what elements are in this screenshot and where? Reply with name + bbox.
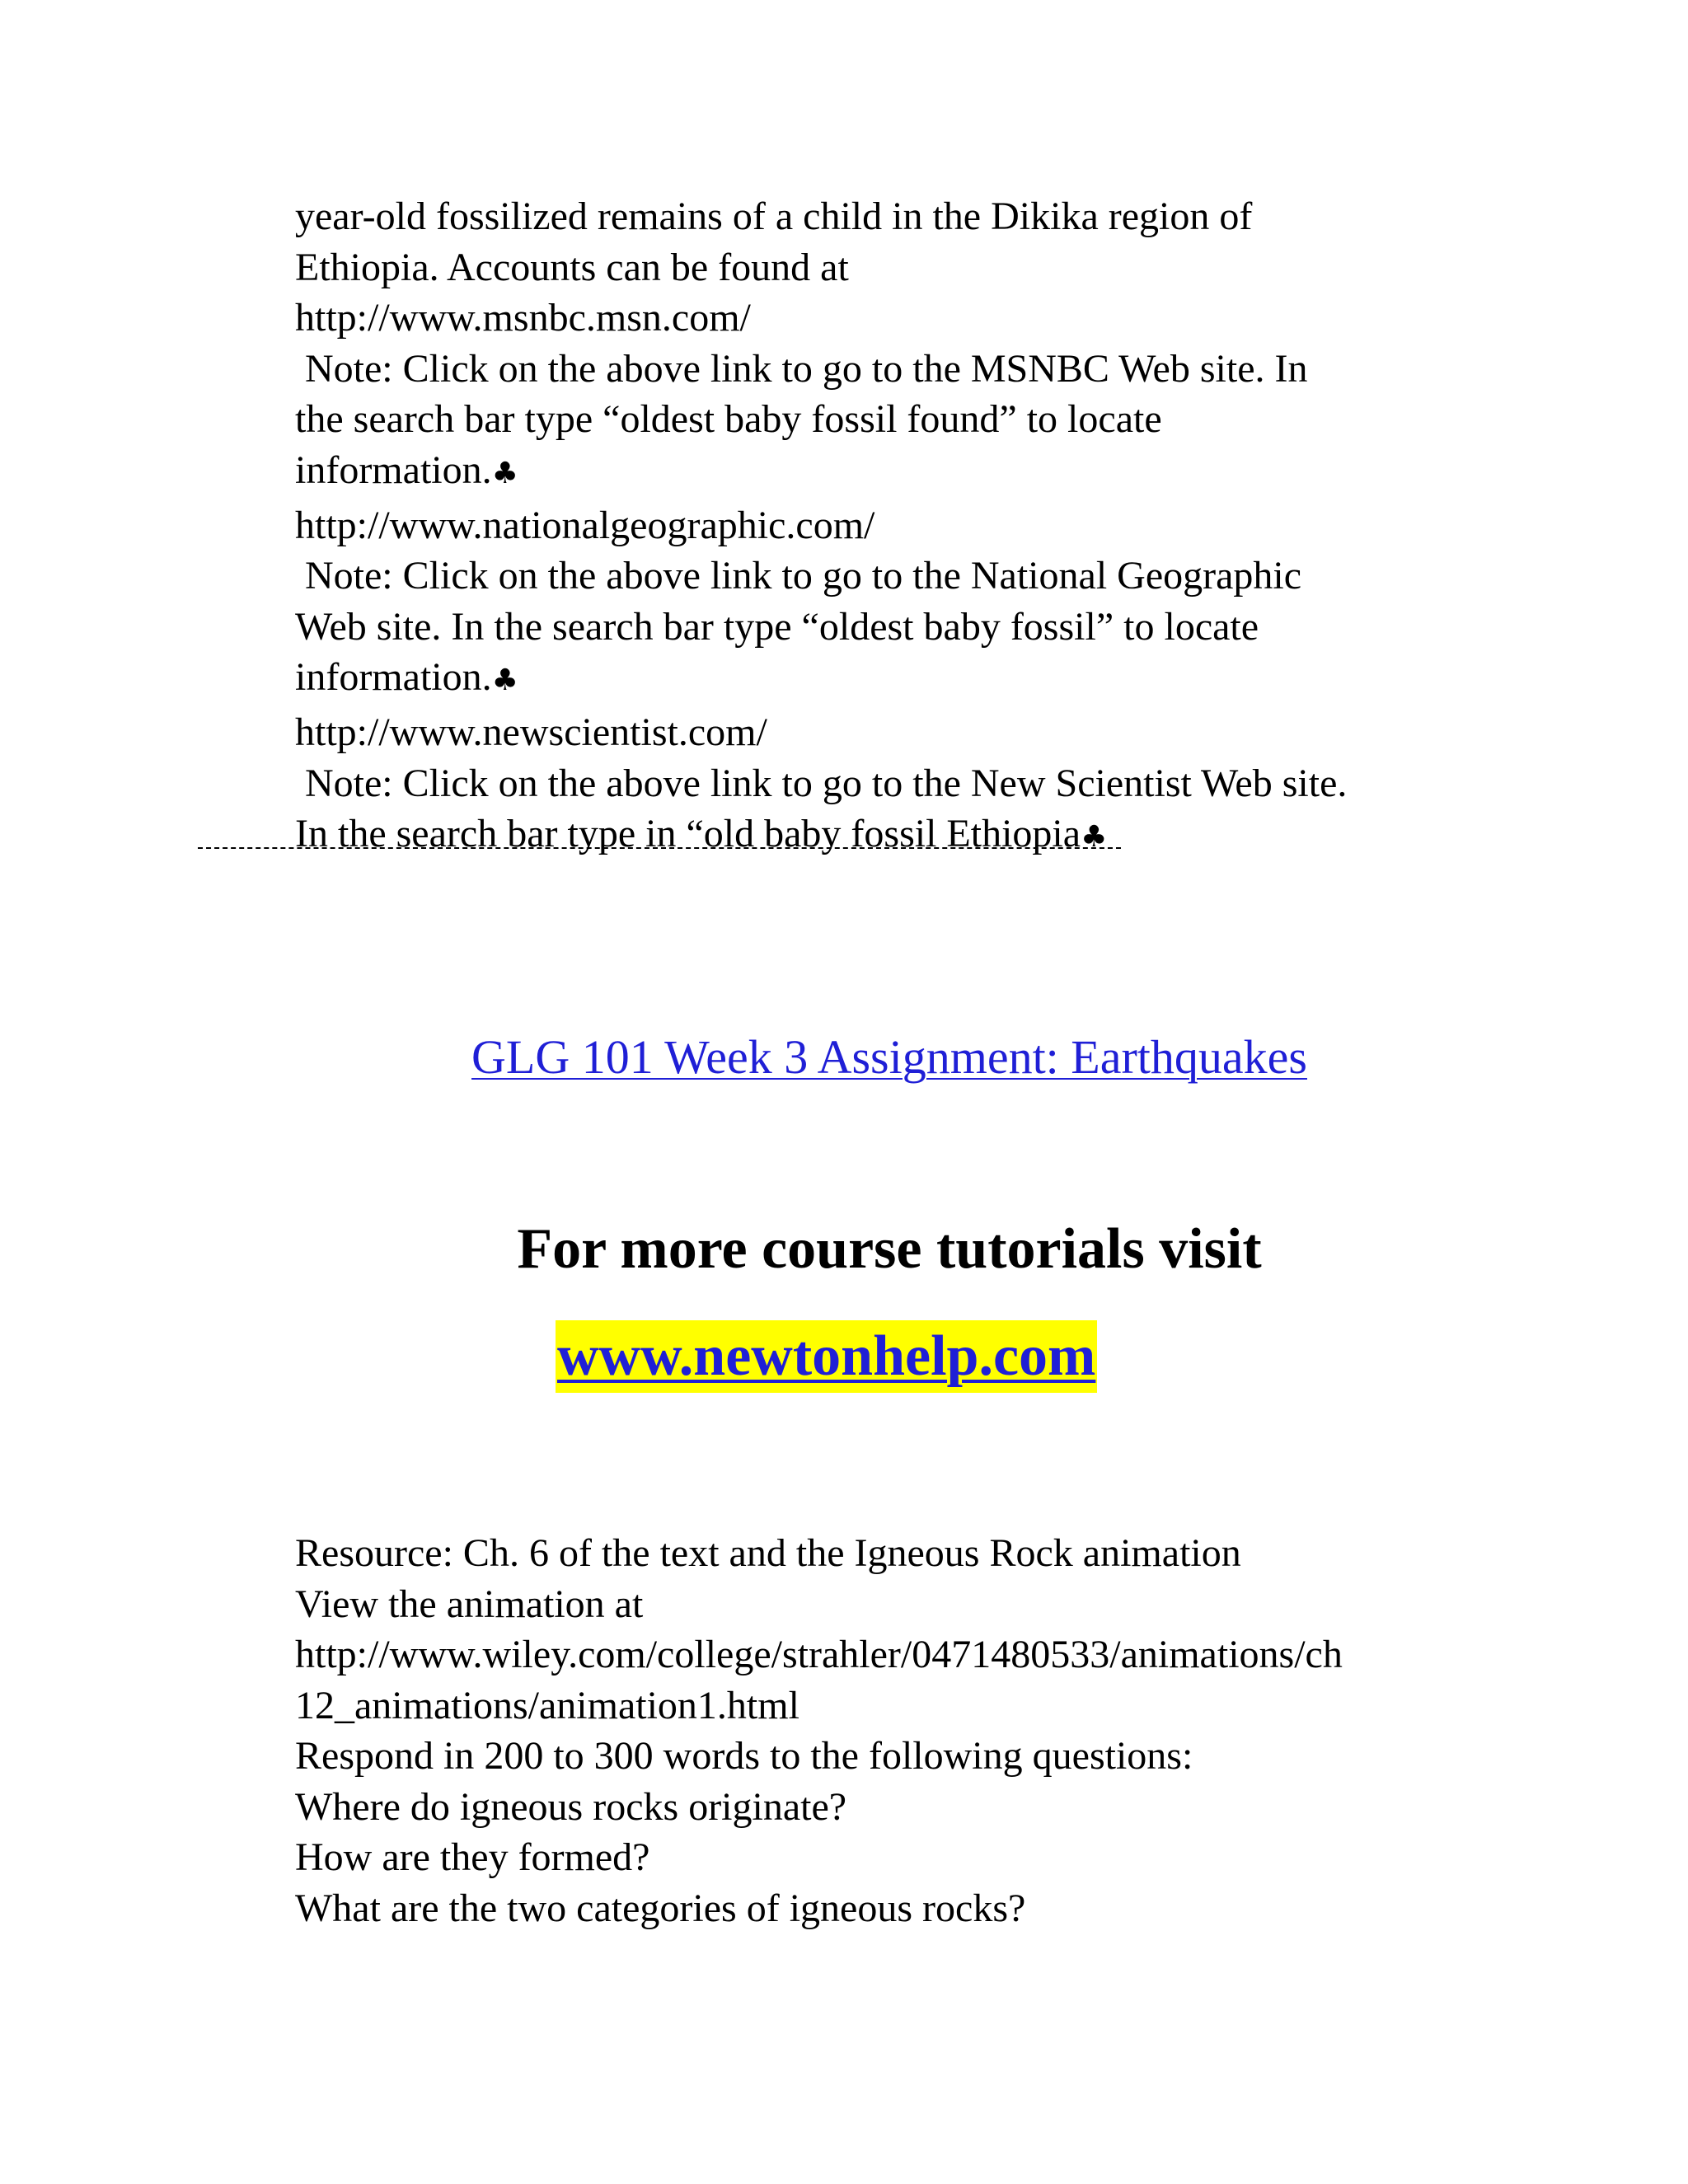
msnbc-url-text: http://www.msnbc.msn.com/ bbox=[295, 296, 751, 340]
question-item: Where do igneous rocks originate? bbox=[295, 1784, 847, 1829]
question-item: What are the two categories of igneous rocks? bbox=[295, 1886, 1026, 1930]
msnbc-note-end-text: information. bbox=[295, 448, 492, 492]
animation-url-line: 12_animations/animation1.html bbox=[295, 1683, 799, 1727]
promo-highlight bbox=[556, 1320, 1097, 1393]
msnbc-note-line: the search bar type “oldest baby fossil found” to locate bbox=[295, 397, 1162, 441]
body-text-line: year-old fossilized remains of a child in the Dikika region of bbox=[295, 194, 1253, 238]
natgeo-note-line: Web site. In the search bar type “oldest baby fossil” to locate bbox=[295, 604, 1259, 649]
assignment-title bbox=[0, 1029, 1688, 1086]
dashed-divider bbox=[198, 847, 1121, 849]
promo-heading: For more course tutorials visit bbox=[517, 1217, 1262, 1281]
natgeo-note-line: Note: Click on the above link to go to the National Geographic bbox=[305, 554, 1302, 598]
club-icon: ♣ bbox=[491, 456, 518, 490]
natgeo-url-text: http://www.nationalgeographic.com/ bbox=[295, 503, 875, 547]
body-text-line: Ethiopia. Accounts can be found at bbox=[295, 245, 849, 289]
question-item: How are they formed? bbox=[295, 1835, 650, 1879]
fossil-resources-section bbox=[295, 191, 1531, 864]
assignment-instructions bbox=[295, 1528, 1531, 1933]
natgeo-note-end-text: information. bbox=[295, 655, 492, 699]
animation-url-line: http://www.wiley.com/college/strahler/0471480533/animations/ch bbox=[295, 1633, 1343, 1676]
resource-line: Resource: Ch. 6 of the text and the Igneous Rock animation bbox=[295, 1531, 1241, 1575]
newscientist-note-end-line bbox=[295, 808, 1531, 864]
natgeo-note-end-line bbox=[295, 652, 1531, 707]
club-icon: ♣ bbox=[491, 663, 518, 697]
msnbc-note-line: Note: Click on the above link to go to the MSNBC Web site. In bbox=[305, 346, 1308, 391]
newscientist-note-line: Note: Click on the above link to go to the New Scientist Web site. bbox=[305, 761, 1348, 805]
respond-instruction: Respond in 200 to 300 words to the following questions: bbox=[295, 1734, 1193, 1778]
newtonhelp-link[interactable]: www.newtonhelp.com bbox=[557, 1324, 1096, 1388]
assignment-link[interactable]: GLG 101 Week 3 Assignment: Earthquakes bbox=[471, 1030, 1307, 1084]
club-icon: ♣ bbox=[1081, 820, 1108, 854]
msnbc-note-end-line bbox=[295, 445, 1531, 500]
view-line: View the animation at bbox=[295, 1582, 644, 1626]
newscientist-note-end-text: In the search bar type in “old baby fossil Ethiopia bbox=[295, 812, 1081, 855]
newscientist-url-text: http://www.newscientist.com/ bbox=[295, 710, 767, 754]
